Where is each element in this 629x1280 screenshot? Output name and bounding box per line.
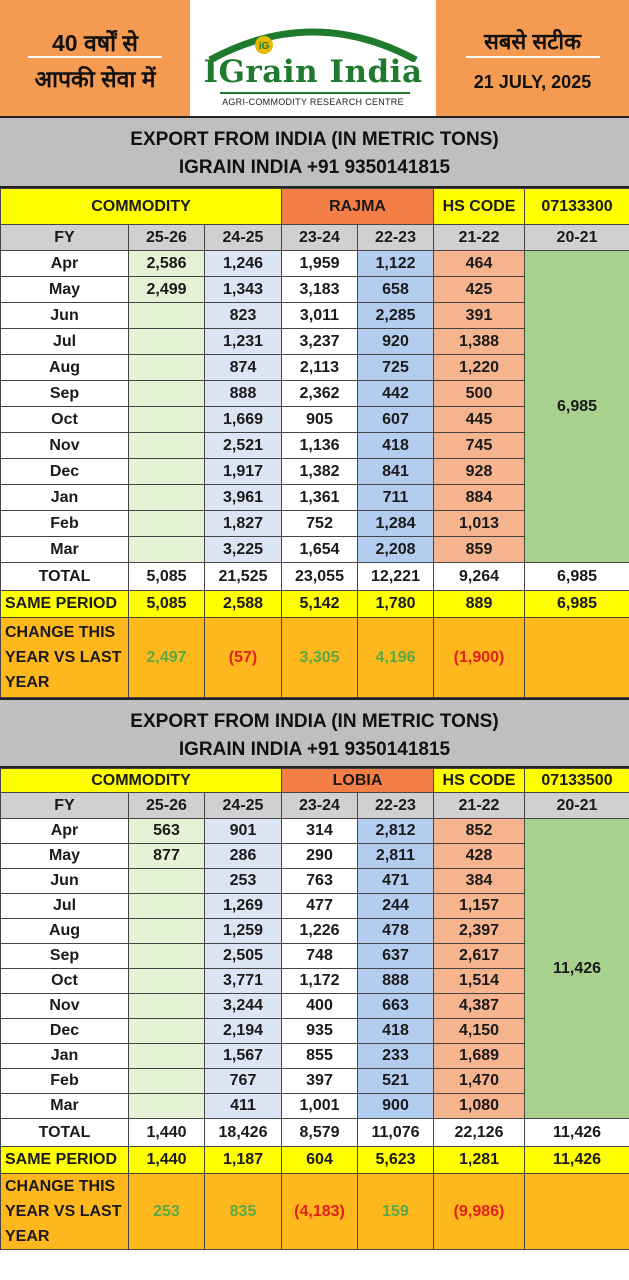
hs-code-value: 07133500 bbox=[525, 769, 629, 793]
month-value-cell: 637 bbox=[358, 944, 434, 969]
month-value-cell: 442 bbox=[358, 381, 434, 407]
month-label: Dec bbox=[1, 1019, 129, 1044]
month-value-cell: 286 bbox=[205, 844, 282, 869]
same-period-cell: 5,623 bbox=[358, 1147, 434, 1174]
month-value-cell: 1,388 bbox=[434, 329, 525, 355]
month-value-cell bbox=[129, 994, 205, 1019]
change-cell: 253 bbox=[129, 1174, 205, 1250]
change-label-line3: YEAR bbox=[5, 1228, 50, 1245]
lobia-section-title bbox=[0, 698, 629, 768]
month-value-cell: 1,122 bbox=[358, 251, 434, 277]
month-value-cell: 4,150 bbox=[434, 1019, 525, 1044]
total-cell: 5,085 bbox=[129, 563, 205, 591]
month-value-cell: 1,669 bbox=[205, 407, 282, 433]
total-cell: 1,440 bbox=[129, 1119, 205, 1147]
month-value-cell: 1,001 bbox=[282, 1094, 358, 1119]
month-value-cell: 3,237 bbox=[282, 329, 358, 355]
month-value-cell: 1,259 bbox=[205, 919, 282, 944]
change-cell: 835 bbox=[205, 1174, 282, 1250]
month-label: Sep bbox=[1, 381, 129, 407]
month-value-cell: 4,387 bbox=[434, 994, 525, 1019]
month-value-cell: 1,959 bbox=[282, 251, 358, 277]
month-value-cell bbox=[129, 869, 205, 894]
month-value-cell: 658 bbox=[358, 277, 434, 303]
month-value-cell bbox=[129, 919, 205, 944]
month-value-cell bbox=[129, 1019, 205, 1044]
month-value-cell: 2,521 bbox=[205, 433, 282, 459]
month-value-cell: 2,499 bbox=[129, 277, 205, 303]
commodity-label: COMMODITY bbox=[1, 189, 282, 225]
month-value-cell: 411 bbox=[205, 1094, 282, 1119]
month-value-cell: 900 bbox=[358, 1094, 434, 1119]
page-header bbox=[0, 0, 629, 118]
month-value-cell: 3,183 bbox=[282, 277, 358, 303]
change-cell: 159 bbox=[358, 1174, 434, 1250]
commodity-row bbox=[1, 769, 629, 793]
same-period-cell: 5,142 bbox=[282, 591, 358, 618]
hs-code-value: 07133300 bbox=[525, 189, 629, 225]
month-value-cell bbox=[129, 894, 205, 919]
month-value-cell bbox=[129, 459, 205, 485]
month-label: Apr bbox=[1, 819, 129, 844]
month-value-cell: 841 bbox=[358, 459, 434, 485]
same-period-cell: 1,440 bbox=[129, 1147, 205, 1174]
month-label: Aug bbox=[1, 355, 129, 381]
year-header: 20-21 bbox=[525, 793, 629, 819]
month-value-cell: 877 bbox=[129, 844, 205, 869]
tagline-panel bbox=[0, 0, 190, 116]
total-row bbox=[1, 563, 629, 591]
section-title-line1: EXPORT FROM INDIA (IN METRIC TONS) bbox=[130, 711, 499, 732]
month-value-cell: 521 bbox=[358, 1069, 434, 1094]
month-value-cell: 1,080 bbox=[434, 1094, 525, 1119]
month-value-cell: 3,961 bbox=[205, 485, 282, 511]
month-value-cell: 888 bbox=[358, 969, 434, 994]
month-value-cell: 607 bbox=[358, 407, 434, 433]
month-label: Sep bbox=[1, 944, 129, 969]
month-value-cell: 425 bbox=[434, 277, 525, 303]
month-value-cell: 920 bbox=[358, 329, 434, 355]
month-value-cell: 3,225 bbox=[205, 537, 282, 563]
month-value-cell bbox=[129, 969, 205, 994]
month-value-cell bbox=[129, 1044, 205, 1069]
same-period-cell: 5,085 bbox=[129, 591, 205, 618]
month-value-cell bbox=[129, 537, 205, 563]
rajma-section-title bbox=[0, 118, 629, 188]
month-value-cell: 905 bbox=[282, 407, 358, 433]
section-title-line2: IGRAIN INDIA +91 9350141815 bbox=[178, 157, 451, 178]
same-period-row bbox=[1, 1147, 629, 1174]
month-value-cell: 888 bbox=[205, 381, 282, 407]
total-cell: 21,525 bbox=[205, 563, 282, 591]
month-label: Aug bbox=[1, 919, 129, 944]
month-value-cell bbox=[129, 485, 205, 511]
change-row bbox=[1, 618, 629, 698]
total-cell: 6,985 bbox=[525, 563, 629, 591]
month-value-cell: 478 bbox=[358, 919, 434, 944]
month-value-cell bbox=[129, 381, 205, 407]
month-value-cell bbox=[129, 407, 205, 433]
year-header: 24-25 bbox=[205, 225, 282, 251]
month-value-cell: 1,136 bbox=[282, 433, 358, 459]
month-value-cell: 767 bbox=[205, 1069, 282, 1094]
month-value-cell: 2,113 bbox=[282, 355, 358, 381]
same-period-cell: 1,780 bbox=[358, 591, 434, 618]
fy-label: FY bbox=[1, 225, 129, 251]
month-value-cell: 2,812 bbox=[358, 819, 434, 844]
slogan: सबसे सटीक bbox=[484, 29, 581, 54]
rajma-export-table bbox=[0, 188, 629, 698]
month-value-cell: 1,343 bbox=[205, 277, 282, 303]
same-period-cell: 2,588 bbox=[205, 591, 282, 618]
year-header: 23-24 bbox=[282, 793, 358, 819]
month-value-cell: 314 bbox=[282, 819, 358, 844]
change-label-line2: YEAR VS LAST bbox=[5, 1203, 122, 1220]
fy-label: FY bbox=[1, 793, 129, 819]
month-value-cell: 1,689 bbox=[434, 1044, 525, 1069]
month-value-cell: 2,208 bbox=[358, 537, 434, 563]
month-label: Nov bbox=[1, 433, 129, 459]
change-cell bbox=[525, 618, 629, 698]
month-label: Apr bbox=[1, 251, 129, 277]
total-cell: 18,426 bbox=[205, 1119, 282, 1147]
month-value-cell: 3,011 bbox=[282, 303, 358, 329]
same-period-cell: 604 bbox=[282, 1147, 358, 1174]
month-value-cell: 428 bbox=[434, 844, 525, 869]
year-header: 25-26 bbox=[129, 225, 205, 251]
month-value-cell bbox=[129, 1069, 205, 1094]
year-header: 20-21 bbox=[525, 225, 629, 251]
month-value-cell: 748 bbox=[282, 944, 358, 969]
month-value-cell: 1,361 bbox=[282, 485, 358, 511]
change-cell: (9,986) bbox=[434, 1174, 525, 1250]
month-value-cell: 1,013 bbox=[434, 511, 525, 537]
month-value-cell: 935 bbox=[282, 1019, 358, 1044]
change-cell bbox=[525, 1174, 629, 1250]
month-value-cell: 859 bbox=[434, 537, 525, 563]
fy-2021-value-cell: 11,426 bbox=[525, 819, 629, 1119]
month-label: Jul bbox=[1, 329, 129, 355]
month-value-cell: 1,246 bbox=[205, 251, 282, 277]
year-header: 22-23 bbox=[358, 793, 434, 819]
month-value-cell: 290 bbox=[282, 844, 358, 869]
month-value-cell: 477 bbox=[282, 894, 358, 919]
month-value-cell: 418 bbox=[358, 433, 434, 459]
tagline-divider bbox=[28, 56, 162, 58]
month-row bbox=[1, 251, 629, 277]
change-cell: 3,305 bbox=[282, 618, 358, 698]
commodity-label: COMMODITY bbox=[1, 769, 282, 793]
month-value-cell: 391 bbox=[434, 303, 525, 329]
month-value-cell: 1,470 bbox=[434, 1069, 525, 1094]
month-value-cell: 3,244 bbox=[205, 994, 282, 1019]
total-row bbox=[1, 1119, 629, 1147]
brand-name: IGrain India bbox=[203, 54, 423, 90]
month-value-cell: 445 bbox=[434, 407, 525, 433]
month-value-cell: 397 bbox=[282, 1069, 358, 1094]
commodity-row bbox=[1, 189, 629, 225]
change-label-line1: CHANGE THIS bbox=[5, 1178, 116, 1195]
total-cell: 8,579 bbox=[282, 1119, 358, 1147]
same-period-label: SAME PERIOD bbox=[1, 1147, 129, 1174]
brand-underline bbox=[220, 92, 410, 94]
month-value-cell: 2,586 bbox=[129, 251, 205, 277]
month-value-cell: 500 bbox=[434, 381, 525, 407]
month-value-cell: 1,269 bbox=[205, 894, 282, 919]
hs-code-label: HS CODE bbox=[434, 769, 525, 793]
month-label: Oct bbox=[1, 969, 129, 994]
total-cell: 11,426 bbox=[525, 1119, 629, 1147]
month-label: May bbox=[1, 844, 129, 869]
month-value-cell: 2,194 bbox=[205, 1019, 282, 1044]
month-label: Feb bbox=[1, 511, 129, 537]
month-label: Mar bbox=[1, 537, 129, 563]
commodity-name: RAJMA bbox=[282, 189, 434, 225]
same-period-cell: 11,426 bbox=[525, 1147, 629, 1174]
month-value-cell: 563 bbox=[129, 819, 205, 844]
svg-text:iG: iG bbox=[258, 41, 270, 52]
month-value-cell bbox=[129, 433, 205, 459]
month-value-cell: 711 bbox=[358, 485, 434, 511]
month-value-cell: 752 bbox=[282, 511, 358, 537]
tagline-line1: 40 वर्षों से bbox=[52, 30, 138, 56]
year-header: 23-24 bbox=[282, 225, 358, 251]
month-value-cell: 1,172 bbox=[282, 969, 358, 994]
month-value-cell: 745 bbox=[434, 433, 525, 459]
same-period-cell: 6,985 bbox=[525, 591, 629, 618]
month-value-cell: 1,284 bbox=[358, 511, 434, 537]
month-value-cell: 2,285 bbox=[358, 303, 434, 329]
month-value-cell: 855 bbox=[282, 1044, 358, 1069]
month-label: Nov bbox=[1, 994, 129, 1019]
month-label: Jan bbox=[1, 1044, 129, 1069]
month-label: Jun bbox=[1, 869, 129, 894]
month-value-cell: 663 bbox=[358, 994, 434, 1019]
same-period-cell: 1,187 bbox=[205, 1147, 282, 1174]
month-value-cell: 233 bbox=[358, 1044, 434, 1069]
same-period-label: SAME PERIOD bbox=[1, 591, 129, 618]
month-value-cell: 763 bbox=[282, 869, 358, 894]
month-value-cell: 852 bbox=[434, 819, 525, 844]
month-value-cell: 1,382 bbox=[282, 459, 358, 485]
month-value-cell: 384 bbox=[434, 869, 525, 894]
month-value-cell: 400 bbox=[282, 994, 358, 1019]
month-value-cell: 2,617 bbox=[434, 944, 525, 969]
fy-header-row bbox=[1, 225, 629, 251]
report-date: 21 JULY, 2025 bbox=[473, 72, 592, 92]
month-label: Dec bbox=[1, 459, 129, 485]
change-label bbox=[1, 1174, 129, 1250]
brand-logo bbox=[190, 0, 436, 116]
tagline-line2: आपकी सेवा में bbox=[34, 66, 156, 92]
month-label: Jun bbox=[1, 303, 129, 329]
change-cell: (4,183) bbox=[282, 1174, 358, 1250]
month-value-cell: 464 bbox=[434, 251, 525, 277]
year-header: 21-22 bbox=[434, 793, 525, 819]
month-value-cell: 1,917 bbox=[205, 459, 282, 485]
month-value-cell bbox=[129, 303, 205, 329]
total-cell: 9,264 bbox=[434, 563, 525, 591]
slogan-divider bbox=[466, 56, 600, 58]
change-cell: 4,196 bbox=[358, 618, 434, 698]
month-row bbox=[1, 819, 629, 844]
month-value-cell bbox=[129, 1094, 205, 1119]
month-value-cell bbox=[129, 355, 205, 381]
month-value-cell: 471 bbox=[358, 869, 434, 894]
month-value-cell bbox=[129, 944, 205, 969]
change-label-line2: YEAR VS LAST bbox=[5, 649, 122, 666]
total-label: TOTAL bbox=[1, 563, 129, 591]
month-value-cell: 418 bbox=[358, 1019, 434, 1044]
month-value-cell: 1,567 bbox=[205, 1044, 282, 1069]
year-header: 25-26 bbox=[129, 793, 205, 819]
month-value-cell: 1,654 bbox=[282, 537, 358, 563]
change-cell: (57) bbox=[205, 618, 282, 698]
month-value-cell: 2,811 bbox=[358, 844, 434, 869]
change-label-line3: YEAR bbox=[5, 674, 50, 691]
section-title-line1: EXPORT FROM INDIA (IN METRIC TONS) bbox=[130, 129, 499, 150]
section-title-line2: IGRAIN INDIA +91 9350141815 bbox=[178, 739, 451, 760]
month-label: May bbox=[1, 277, 129, 303]
month-value-cell: 874 bbox=[205, 355, 282, 381]
month-value-cell: 1,827 bbox=[205, 511, 282, 537]
month-label: Feb bbox=[1, 1069, 129, 1094]
month-value-cell bbox=[129, 329, 205, 355]
year-header: 22-23 bbox=[358, 225, 434, 251]
change-label bbox=[1, 618, 129, 698]
year-header: 24-25 bbox=[205, 793, 282, 819]
month-value-cell: 1,231 bbox=[205, 329, 282, 355]
same-period-cell: 889 bbox=[434, 591, 525, 618]
month-value-cell: 928 bbox=[434, 459, 525, 485]
month-label: Jul bbox=[1, 894, 129, 919]
month-value-cell: 2,362 bbox=[282, 381, 358, 407]
change-cell: (1,900) bbox=[434, 618, 525, 698]
same-period-row bbox=[1, 591, 629, 618]
total-cell: 23,055 bbox=[282, 563, 358, 591]
change-row bbox=[1, 1174, 629, 1250]
fy-header-row bbox=[1, 793, 629, 819]
hs-code-label: HS CODE bbox=[434, 189, 525, 225]
month-value-cell: 1,220 bbox=[434, 355, 525, 381]
month-value-cell: 884 bbox=[434, 485, 525, 511]
same-period-cell: 1,281 bbox=[434, 1147, 525, 1174]
month-value-cell: 244 bbox=[358, 894, 434, 919]
month-value-cell: 901 bbox=[205, 819, 282, 844]
month-value-cell: 823 bbox=[205, 303, 282, 329]
date-panel bbox=[436, 0, 629, 116]
lobia-export-table bbox=[0, 768, 629, 1250]
month-value-cell: 253 bbox=[205, 869, 282, 894]
change-cell: 2,497 bbox=[129, 618, 205, 698]
total-cell: 11,076 bbox=[358, 1119, 434, 1147]
month-value-cell: 3,771 bbox=[205, 969, 282, 994]
month-value-cell: 725 bbox=[358, 355, 434, 381]
month-value-cell: 1,514 bbox=[434, 969, 525, 994]
fy-2021-value-cell: 6,985 bbox=[525, 251, 629, 563]
commodity-name: LOBIA bbox=[282, 769, 434, 793]
total-cell: 22,126 bbox=[434, 1119, 525, 1147]
month-label: Mar bbox=[1, 1094, 129, 1119]
change-label-line1: CHANGE THIS bbox=[5, 624, 116, 641]
month-value-cell bbox=[129, 511, 205, 537]
month-value-cell: 2,397 bbox=[434, 919, 525, 944]
total-label: TOTAL bbox=[1, 1119, 129, 1147]
month-value-cell: 1,157 bbox=[434, 894, 525, 919]
month-label: Jan bbox=[1, 485, 129, 511]
brand-subtitle: AGRI-COMMODITY RESEARCH CENTRE bbox=[222, 97, 404, 107]
year-header: 21-22 bbox=[434, 225, 525, 251]
month-value-cell: 1,226 bbox=[282, 919, 358, 944]
month-value-cell: 2,505 bbox=[205, 944, 282, 969]
month-label: Oct bbox=[1, 407, 129, 433]
total-cell: 12,221 bbox=[358, 563, 434, 591]
